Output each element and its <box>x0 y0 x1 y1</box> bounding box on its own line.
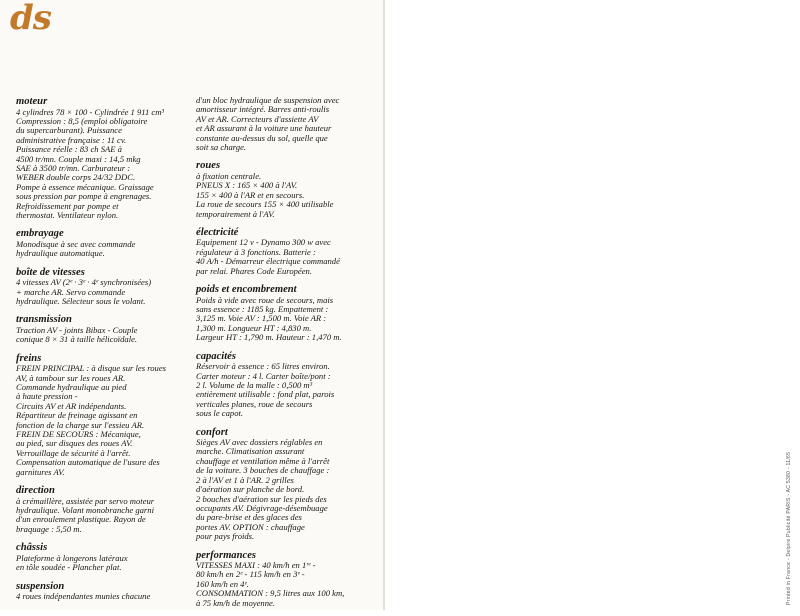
spec-line: portes AV. OPTION : chauffage <box>196 521 305 532</box>
spec-line: temporairement à l'AV. <box>196 208 275 219</box>
spec-section <box>196 550 368 609</box>
section-heading: transmission <box>16 314 72 326</box>
spec-section <box>16 581 194 602</box>
spec-line: hydraulique. Volant monobranche garni <box>16 505 154 515</box>
spec-line: 155 × 400 à l'AR et en secours. <box>196 189 305 200</box>
spec-line: Compression : 8,5 (emploi obligatoire <box>16 115 148 126</box>
spec-line: 1,300 m. Longueur HT : 4,830 m. <box>196 322 312 333</box>
spec-section <box>16 267 194 307</box>
section-heading: direction <box>16 485 55 497</box>
spec-line: PNEUS X : 165 × 400 à l'AV. <box>196 180 298 191</box>
printer-imprint: Printed in France - Delpire Publicité PARIS - AC 5380 - 11/65 <box>786 451 792 605</box>
spec-line: Poids à vide avec roue de secours, mais <box>196 294 334 305</box>
spec-line: 4 cylindres 78 × 100 - Cylindrée 1 911 cm³ <box>16 106 164 117</box>
spec-line: 160 km/h en 4ᵉ. <box>196 578 249 589</box>
spec-section <box>16 485 194 534</box>
spec-line: Pompe à essence mécanique. Graissage <box>16 181 154 192</box>
spec-section <box>196 427 368 542</box>
spec-line: soit sa charge. <box>196 142 247 153</box>
spec-line: de la voiture. 3 bouches de chauffage : <box>196 465 330 476</box>
spec-line: thermostat. Ventilateur nylon. <box>16 209 119 220</box>
section-heading: suspension <box>16 580 65 592</box>
spec-line: Répartiteur de freinage agissant en <box>16 410 138 421</box>
spec-line: FREIN PRINCIPAL : à disque sur les roues <box>16 363 166 374</box>
spec-line: à crémaillère, assistée par servo moteur <box>16 495 155 506</box>
spec-section <box>16 96 194 220</box>
spec-line: + marche AR. Servo commande <box>16 286 126 297</box>
spec-line: 80 km/h en 2ᵉ - 115 km/h en 3ᵉ - <box>196 569 305 580</box>
spec-line: 4500 tr/mn. Couple maxi : 14,5 mkg <box>16 153 141 164</box>
spec-line: entièrement utilisable : fond plat, parois <box>196 389 335 400</box>
spec-line: à fixation centrale. <box>196 170 262 181</box>
spec-section <box>196 227 368 276</box>
spec-line: d'aération sur planche de bord. <box>196 484 305 495</box>
spec-line: Circuits AV et AR indépendants. <box>16 400 127 411</box>
spec-line: 2 à l'AV et 1 à l'AR. 2 grilles <box>196 474 294 485</box>
spec-line: à haute pression - <box>16 391 78 402</box>
section-heading: roues <box>196 160 221 172</box>
section-heading: freins <box>16 352 42 364</box>
spec-line: du supercarburant). Puissance <box>16 125 122 136</box>
spec-line: occupants AV. Dégivrage-désembuage <box>196 502 328 513</box>
section-heading: confort <box>196 426 228 438</box>
spec-line: par relai. Phares Code Européen. <box>196 265 312 276</box>
spec-line: en tôle soudée - Plancher plat. <box>16 562 122 573</box>
page-fold <box>383 0 385 610</box>
spec-section <box>196 160 368 219</box>
spec-line: verticales planes, roue de secours <box>196 398 313 409</box>
spec-section <box>16 314 194 344</box>
spec-line: Compensation automatique de l'usure des <box>16 457 160 468</box>
section-heading: performances <box>196 549 257 561</box>
right-page <box>384 0 800 610</box>
spec-section <box>16 542 194 572</box>
section-heading: électricité <box>196 226 239 238</box>
spec-line: Traction AV - joints Bibax - Couple <box>16 324 138 335</box>
spec-line: sans essence : 1185 kg. Empattement : <box>196 304 329 314</box>
spec-line: 2 l. Volume de la malle : 0,500 m³ <box>196 379 313 390</box>
spec-line: d'un bloc hydraulique de suspension avec <box>196 95 340 105</box>
spec-line: marche. Climatisation assurant <box>196 446 305 457</box>
spec-line: à 75 km/h de moyenne. <box>196 597 275 608</box>
spec-line: du pare-brise et des glaces des <box>196 512 302 523</box>
spec-line: régulateur à 3 fonctions. Batterie : <box>196 246 316 257</box>
spec-line: 40 A/h - Démarreur électrique commandé <box>196 256 340 267</box>
spec-line: Réservoir à essence : 65 litres environ. <box>196 361 330 372</box>
spec-line: WEBER double corps 24/32 DDC. <box>16 172 136 183</box>
spec-line: AV, à tambour sur les roues AR. <box>16 372 126 383</box>
spec-section <box>196 284 368 343</box>
spec-line: Commande hydraulique au pied <box>16 382 127 393</box>
spec-line: hydraulique automatique. <box>16 248 105 259</box>
spec-line: fonction de la charge sur l'essieu AR. <box>16 419 145 430</box>
spec-line: sous le capot. <box>196 408 244 419</box>
spec-line: braquage : 5,50 m. <box>16 523 82 534</box>
spec-line: administrative française : 11 cv. <box>16 134 127 145</box>
spec-line: Equipement 12 v - Dynamo 300 w avec <box>196 237 331 248</box>
spec-line: 4 roues indépendantes munies chacune <box>16 591 151 602</box>
spec-section <box>16 353 194 477</box>
section-heading: châssis <box>16 542 48 554</box>
spec-line: AV et AR. Correcteurs d'assiette AV <box>196 113 319 124</box>
spec-line: constante au-dessus du sol, quelle que <box>196 132 328 143</box>
spec-section <box>196 351 368 419</box>
spec-line: pour pays froids. <box>196 531 255 542</box>
spec-line: Puissance réelle : 83 ch SAE à <box>16 144 122 155</box>
spec-line: FREIN DE SECOURS : Mécanique, <box>16 429 141 440</box>
spec-line: La roue de secours 155 × 400 utilisable <box>196 199 334 210</box>
spec-line: d'un enroulement plastique. Rayon de <box>16 514 146 525</box>
spec-section <box>16 228 194 258</box>
spec-line: chauffage et ventilation même à l'arrêt <box>196 455 330 466</box>
section-heading: boîte de vitesses <box>16 266 85 278</box>
spec-line: Verrouillage de sécurité à l'arrêt. <box>16 447 131 458</box>
brand-logo: ds <box>10 0 51 38</box>
spec-line: 2 bouches d'aération sur les pieds des <box>196 493 327 504</box>
spec-column-right <box>196 96 368 616</box>
spec-line: SAE à 3500 tr/mn. Carburateur : <box>16 162 131 173</box>
spec-line: sous pression par pompe à engrenages. <box>16 191 152 202</box>
spec-line: VITESSES MAXI : 40 km/h en 1ʳᵉ - <box>196 560 316 571</box>
section-heading: capacités <box>196 350 237 362</box>
spec-section <box>196 96 368 152</box>
spec-line: et AR assurant à la voiture une hauteur <box>196 123 332 134</box>
spec-line: Refroidissement par pompe et <box>16 200 119 211</box>
spec-line: Sièges AV avec dossiers réglables en <box>196 437 323 448</box>
spec-column-left <box>16 96 194 609</box>
spec-line: Carter moteur : 4 l. Carter boîte/pont : <box>196 370 331 381</box>
spec-line: hydraulique. Sélecteur sous le volant. <box>16 296 146 306</box>
section-heading: moteur <box>16 96 48 107</box>
spec-line: Monodisque à sec avec commande <box>16 238 136 249</box>
spec-line: 3,125 m. Voie AV : 1,500 m. Voie AR : <box>196 313 327 324</box>
spec-line: 4 vitesses AV (2ᵉ · 3ᵉ · 4ᵉ synchronisées) <box>16 277 152 288</box>
spec-line: conique 8 × 31 à taille hélicoïdale. <box>16 334 138 345</box>
spec-line: garnitures AV. <box>16 466 65 477</box>
spec-line: CONSOMMATION : 9,5 litres aux 100 km, <box>196 588 345 599</box>
spec-line: au pied, sur disques des roues AV. <box>16 438 133 449</box>
spec-line: amortisseur intégré. Barres anti-roulis <box>196 104 330 115</box>
spec-line: Plateforme à longerons latéraux <box>16 552 128 563</box>
spec-line: Largeur HT : 1,790 m. Hauteur : 1,470 m. <box>196 332 342 343</box>
section-heading: embrayage <box>16 228 64 240</box>
section-heading: poids et encombrement <box>196 284 297 296</box>
